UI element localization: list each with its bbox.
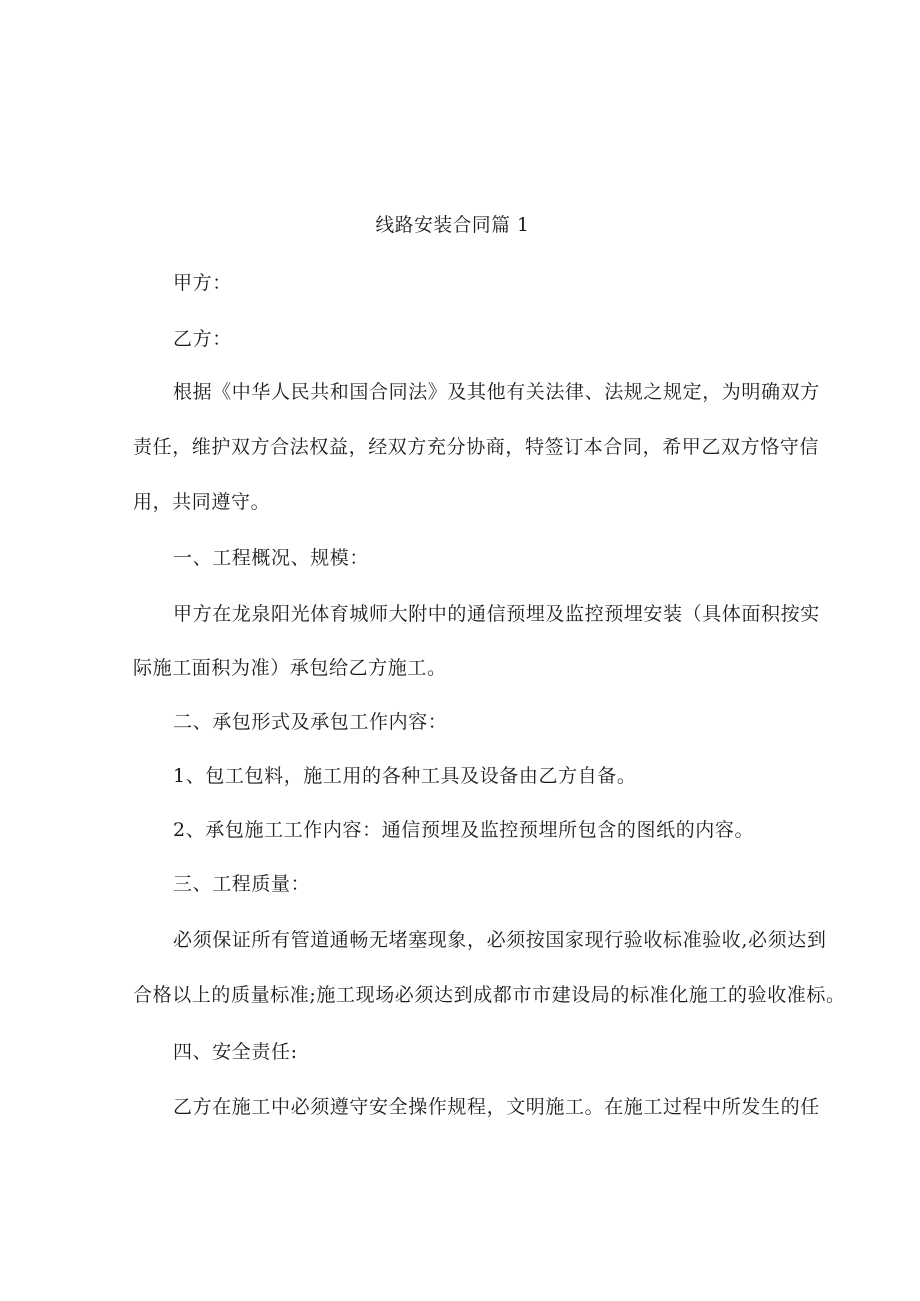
party-b-label: 乙方：	[173, 328, 232, 350]
paragraph-line: 根据《中华人民共和国合同法》及其他有关法律、法规之规定，为明确双方	[173, 381, 820, 403]
paragraph-line: 甲方在龙泉阳光体育城师大附中的通信预埋及监控预埋安装（具体面积按实	[173, 603, 820, 625]
paragraph-line: 用，共同遵守。	[133, 491, 271, 513]
paragraph-line: 合格以上的质量标准;施工现场必须达到成都市市建设局的标准化施工的验收准标。	[133, 984, 846, 1006]
section-heading: 二、承包形式及承包工作内容：	[173, 711, 448, 733]
section-heading: 一、工程概况、规模：	[173, 547, 370, 569]
section-heading: 四、安全责任:	[173, 1041, 298, 1063]
section-heading: 三、工程质量：	[173, 873, 311, 895]
list-item: 2、承包施工工作内容：通信预埋及监控预埋所包含的图纸的内容。	[173, 819, 755, 841]
party-a-label: 甲方：	[173, 272, 232, 294]
document-title: 线路安装合同篇 1	[375, 214, 530, 236]
paragraph-line: 必须保证所有管道通畅无堵塞现象，必须按国家现行验收标准验收,必须达到	[173, 929, 827, 951]
paragraph-line: 责任，维护双方合法权益，经双方充分协商，特签订本合同，希甲乙双方恪守信	[133, 436, 820, 458]
list-item: 1、包工包料，施工用的各种工具及设备由乙方自备。	[173, 765, 637, 787]
paragraph-line: 际施工面积为准）承包给乙方施工。	[133, 657, 447, 679]
paragraph-line: 乙方在施工中必须遵守安全操作规程，文明施工。在施工过程中所发生的任	[173, 1096, 820, 1118]
